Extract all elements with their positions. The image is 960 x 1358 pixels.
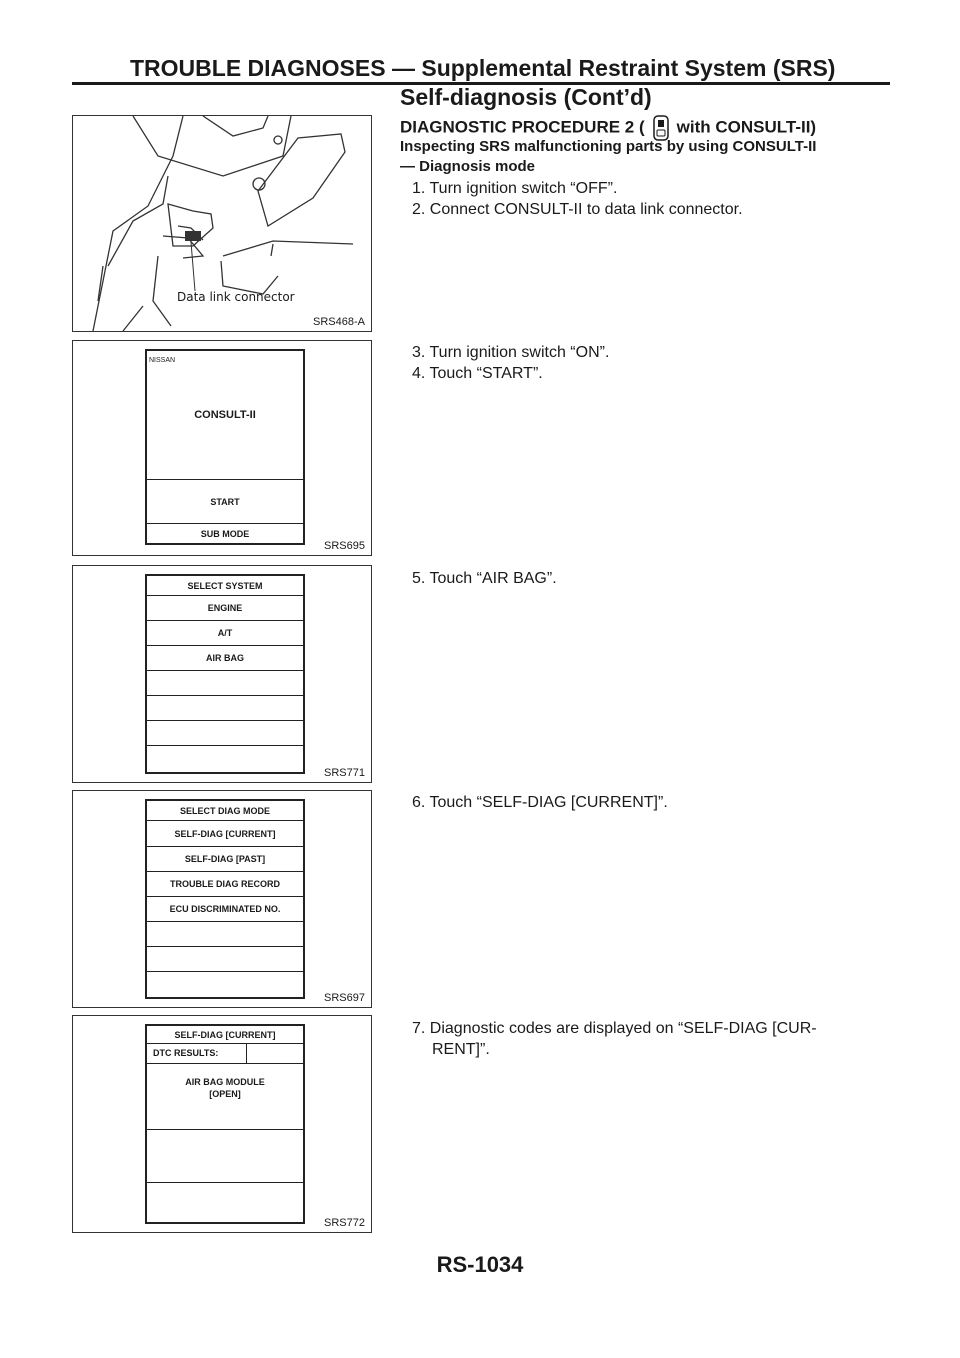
step-7-cont: RENT]”. bbox=[432, 1041, 490, 1058]
figure-id: SRS697 bbox=[324, 992, 365, 1004]
step-3: 3. Turn ignition switch “ON”. bbox=[412, 344, 610, 361]
step-1: 1. Turn ignition switch “OFF”. bbox=[412, 180, 618, 197]
step-6: 6. Touch “SELF-DIAG [CURRENT]”. bbox=[412, 794, 668, 811]
menu-item-empty bbox=[147, 721, 303, 746]
dtc-result-cell bbox=[147, 1064, 303, 1130]
consult-screen bbox=[145, 349, 305, 545]
menu-item-empty bbox=[147, 972, 303, 993]
start-button: START bbox=[147, 479, 303, 523]
menu-item-empty bbox=[147, 947, 303, 972]
figure-select-diag-mode bbox=[72, 790, 372, 1008]
procedure-title-prefix: DIAGNOSTIC PROCEDURE 2 ( bbox=[400, 117, 645, 137]
step-2: 2. Connect CONSULT-II to data link connector. bbox=[412, 201, 743, 218]
figure-data-link-connector bbox=[72, 115, 372, 332]
section-subtitle: Self-diagnosis (Cont’d) bbox=[400, 84, 652, 110]
step-4: 4. Touch “START”. bbox=[412, 365, 543, 382]
step-7: 7. Diagnostic codes are displayed on “SELF-DIAG [CUR- bbox=[412, 1020, 817, 1037]
dtc-empty-cell bbox=[147, 1130, 303, 1183]
subheading-line-1: Inspecting SRS malfunctioning parts by using CONSULT-II bbox=[400, 138, 817, 155]
page-number: RS-1034 bbox=[436, 1252, 524, 1277]
sub-mode-button: SUB MODE bbox=[147, 523, 303, 543]
screen-header: SELECT SYSTEM bbox=[147, 576, 303, 596]
figure-id: SRS695 bbox=[324, 540, 365, 552]
steps-group-5 bbox=[412, 1018, 896, 1060]
figure-select-system bbox=[72, 565, 372, 783]
figure-id: SRS468-A bbox=[313, 316, 365, 328]
diag-mode-screen bbox=[145, 799, 305, 999]
steps-group-3 bbox=[412, 568, 896, 589]
connector-label: Data link connector bbox=[177, 290, 295, 304]
select-system-screen bbox=[145, 574, 305, 774]
consult-title: CONSULT-II bbox=[194, 409, 256, 421]
menu-item-empty bbox=[147, 696, 303, 721]
menu-item-empty bbox=[147, 671, 303, 696]
dtc-results-row bbox=[147, 1044, 303, 1064]
menu-item-empty bbox=[147, 746, 303, 768]
screen-header: SELF-DIAG [CURRENT] bbox=[147, 1026, 303, 1044]
menu-item-air-bag: AIR BAG bbox=[147, 646, 303, 671]
menu-item-self-diag-past: SELF-DIAG [PAST] bbox=[147, 847, 303, 872]
menu-item-empty bbox=[147, 922, 303, 947]
self-diag-screen bbox=[145, 1024, 305, 1224]
steps-group-1 bbox=[412, 178, 896, 220]
steps-group-2 bbox=[412, 342, 896, 384]
dtc-result-status: [OPEN] bbox=[209, 1089, 241, 1099]
figure-id: SRS772 bbox=[324, 1217, 365, 1229]
procedure-title-suffix: with CONSULT-II) bbox=[676, 117, 817, 137]
menu-item-trouble-diag-record: TROUBLE DIAG RECORD bbox=[147, 872, 303, 897]
menu-item-engine: ENGINE bbox=[147, 596, 303, 621]
procedure-subheading bbox=[400, 137, 900, 177]
steps-group-4 bbox=[412, 792, 896, 813]
figure-id: SRS771 bbox=[324, 767, 365, 779]
menu-item-ecu-discriminated-no: ECU DISCRIMINATED NO. bbox=[147, 897, 303, 922]
brand-label: NISSAN bbox=[149, 357, 176, 364]
figure-self-diag-current bbox=[72, 1015, 372, 1233]
section-title: TROUBLE DIAGNOSES — Supplemental Restraint System (SRS) bbox=[130, 55, 836, 81]
dtc-result-name: AIR BAG MODULE bbox=[185, 1077, 265, 1087]
subheading-line-2: — Diagnosis mode bbox=[400, 158, 536, 175]
dtc-empty-cell bbox=[147, 1183, 303, 1223]
screen-header: SELECT DIAG MODE bbox=[147, 801, 303, 821]
dtc-results-value bbox=[247, 1044, 303, 1063]
menu-item-at: A/T bbox=[147, 621, 303, 646]
menu-item-self-diag-current: SELF-DIAG [CURRENT] bbox=[147, 821, 303, 847]
step-5: 5. Touch “AIR BAG”. bbox=[412, 570, 557, 587]
dtc-results-label: DTC RESULTS: bbox=[147, 1044, 247, 1063]
figure-consult-start bbox=[72, 340, 372, 556]
